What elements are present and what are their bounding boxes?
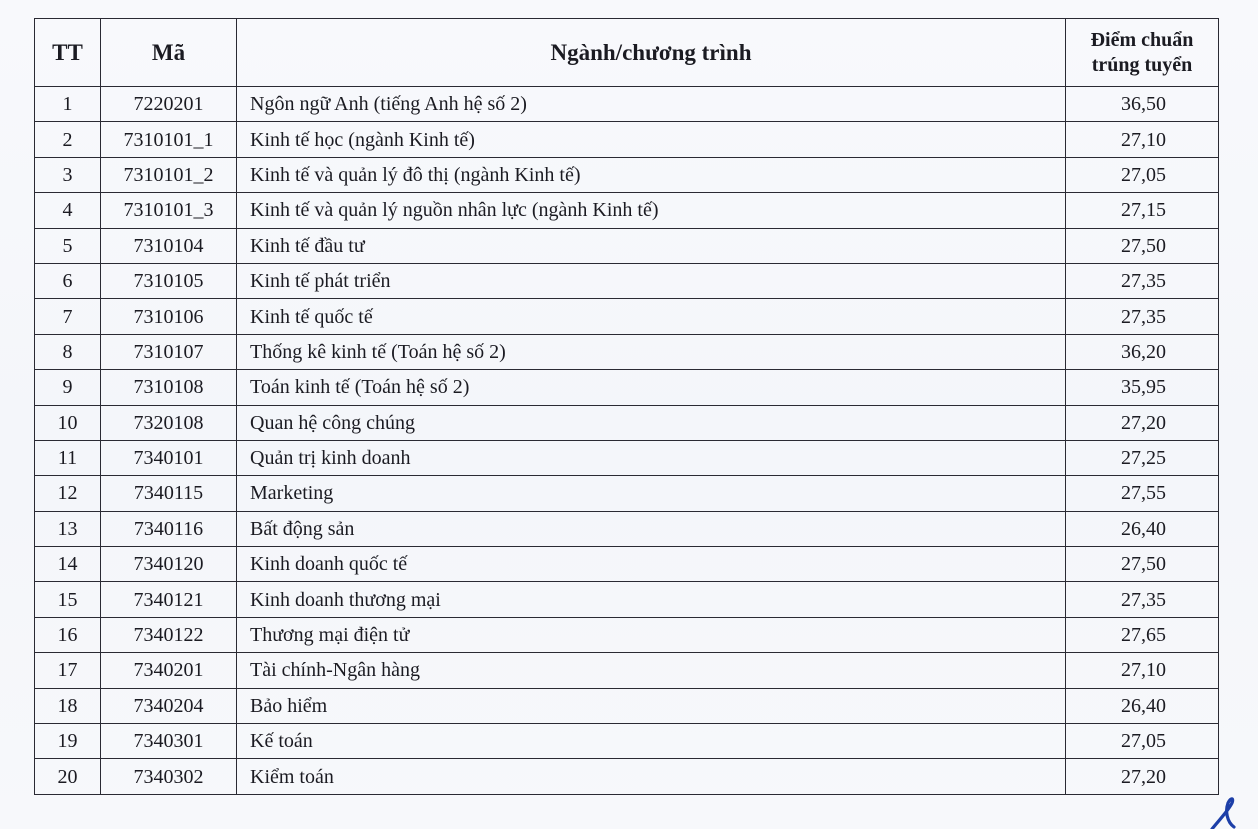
table-row — [35, 440, 1219, 475]
program-code: 7340101 — [101, 440, 237, 475]
cutoff-score: 27,05 — [1066, 724, 1219, 759]
program-name: Kinh doanh quốc tế — [237, 547, 1066, 582]
table-row — [35, 157, 1219, 192]
program-name: Ngôn ngữ Anh (tiếng Anh hệ số 2) — [237, 87, 1066, 122]
cutoff-score: 27,35 — [1066, 299, 1219, 334]
row-number: 17 — [35, 653, 101, 688]
cutoff-score: 36,20 — [1066, 334, 1219, 369]
cutoff-score: 35,95 — [1066, 370, 1219, 405]
row-number: 20 — [35, 759, 101, 794]
header-score-line1: Điểm chuẩn — [1090, 28, 1194, 51]
program-name: Bảo hiểm — [237, 688, 1066, 723]
cutoff-score: 26,40 — [1066, 688, 1219, 723]
program-code: 7310104 — [101, 228, 237, 263]
table-row — [35, 370, 1219, 405]
program-name: Kiểm toán — [237, 759, 1066, 794]
cutoff-score: 27,50 — [1066, 547, 1219, 582]
row-number: 7 — [35, 299, 101, 334]
cutoff-score: 27,10 — [1066, 122, 1219, 157]
row-number: 11 — [35, 440, 101, 475]
cutoff-score: 27,35 — [1066, 263, 1219, 298]
table-row — [35, 263, 1219, 298]
row-number: 1 — [35, 87, 101, 122]
cutoff-score: 27,65 — [1066, 617, 1219, 652]
program-name: Marketing — [237, 476, 1066, 511]
table-body — [35, 87, 1219, 795]
header-tt: TT — [35, 19, 101, 87]
program-name: Kinh tế quốc tế — [237, 299, 1066, 334]
program-code: 7310106 — [101, 299, 237, 334]
table-row — [35, 511, 1219, 546]
table-row — [35, 653, 1219, 688]
program-code: 7340115 — [101, 476, 237, 511]
header-score-line2: trúng tuyển — [1091, 53, 1193, 76]
table-row — [35, 228, 1219, 263]
program-code: 7310101_1 — [101, 122, 237, 157]
header-row — [35, 19, 1219, 87]
cutoff-score: 27,10 — [1066, 653, 1219, 688]
program-code: 7340121 — [101, 582, 237, 617]
cutoff-score: 27,25 — [1066, 440, 1219, 475]
program-name: Kinh tế đầu tư — [237, 228, 1066, 263]
cutoff-score: 27,50 — [1066, 228, 1219, 263]
program-name: Tài chính-Ngân hàng — [237, 653, 1066, 688]
program-code: 7310108 — [101, 370, 237, 405]
cutoff-score: 36,50 — [1066, 87, 1219, 122]
row-number: 13 — [35, 511, 101, 546]
program-name: Kế toán — [237, 724, 1066, 759]
row-number: 6 — [35, 263, 101, 298]
cutoff-score: 27,35 — [1066, 582, 1219, 617]
program-code: 7220201 — [101, 87, 237, 122]
table-row — [35, 122, 1219, 157]
program-name: Kinh tế phát triển — [237, 263, 1066, 298]
program-name: Kinh tế học (ngành Kinh tế) — [237, 122, 1066, 157]
program-code: 7340302 — [101, 759, 237, 794]
header-program: Ngành/chương trình — [237, 19, 1066, 87]
admission-score-table — [34, 18, 1219, 795]
table-row — [35, 724, 1219, 759]
header-code: Mã — [101, 19, 237, 87]
cutoff-score: 27,05 — [1066, 157, 1219, 192]
table-row — [35, 334, 1219, 369]
row-number: 15 — [35, 582, 101, 617]
table-row — [35, 476, 1219, 511]
program-code: 7340301 — [101, 724, 237, 759]
program-name: Quan hệ công chúng — [237, 405, 1066, 440]
row-number: 12 — [35, 476, 101, 511]
program-name: Quản trị kinh doanh — [237, 440, 1066, 475]
program-code: 7340122 — [101, 617, 237, 652]
row-number: 4 — [35, 193, 101, 228]
row-number: 14 — [35, 547, 101, 582]
table-header — [35, 19, 1219, 87]
program-code: 7310105 — [101, 263, 237, 298]
cutoff-score: 27,20 — [1066, 759, 1219, 794]
program-name: Kinh doanh thương mại — [237, 582, 1066, 617]
row-number: 9 — [35, 370, 101, 405]
table-row — [35, 547, 1219, 582]
program-name: Kinh tế và quản lý đô thị (ngành Kinh tế) — [237, 157, 1066, 192]
program-name: Toán kinh tế (Toán hệ số 2) — [237, 370, 1066, 405]
table-row — [35, 582, 1219, 617]
row-number: 16 — [35, 617, 101, 652]
table-row — [35, 759, 1219, 794]
program-code: 7340204 — [101, 688, 237, 723]
header-score — [1066, 19, 1219, 87]
program-code: 7340120 — [101, 547, 237, 582]
cutoff-score: 27,15 — [1066, 193, 1219, 228]
row-number: 18 — [35, 688, 101, 723]
table-row — [35, 299, 1219, 334]
signature-mark-icon — [1198, 789, 1258, 829]
program-code: 7340116 — [101, 511, 237, 546]
program-code: 7310101_3 — [101, 193, 237, 228]
table-row — [35, 688, 1219, 723]
row-number: 5 — [35, 228, 101, 263]
cutoff-score: 26,40 — [1066, 511, 1219, 546]
cutoff-score: 27,20 — [1066, 405, 1219, 440]
program-name: Bất động sản — [237, 511, 1066, 546]
program-code: 7320108 — [101, 405, 237, 440]
row-number: 3 — [35, 157, 101, 192]
program-code: 7310107 — [101, 334, 237, 369]
row-number: 2 — [35, 122, 101, 157]
program-code: 7310101_2 — [101, 157, 237, 192]
table-row — [35, 617, 1219, 652]
table-row — [35, 405, 1219, 440]
row-number: 8 — [35, 334, 101, 369]
row-number: 19 — [35, 724, 101, 759]
program-code: 7340201 — [101, 653, 237, 688]
table-row — [35, 193, 1219, 228]
table-row — [35, 87, 1219, 122]
program-name: Kinh tế và quản lý nguồn nhân lực (ngành Kinh tế) — [237, 193, 1066, 228]
program-name: Thống kê kinh tế (Toán hệ số 2) — [237, 334, 1066, 369]
program-name: Thương mại điện tử — [237, 617, 1066, 652]
cutoff-score: 27,55 — [1066, 476, 1219, 511]
row-number: 10 — [35, 405, 101, 440]
